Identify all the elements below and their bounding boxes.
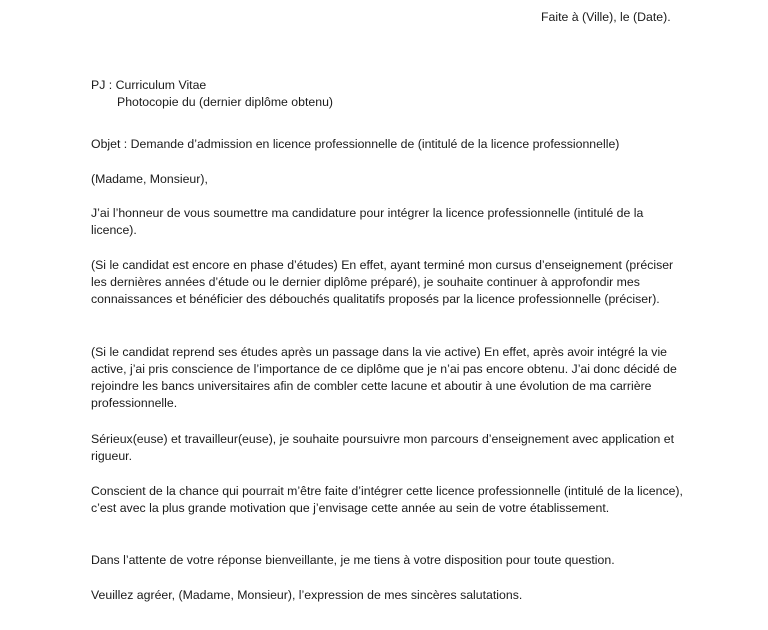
paragraph-salutations: Veuillez agréer, (Madame, Monsieur), l’expression de mes sincères salutations.	[91, 588, 523, 602]
dateline: Faite à (Ville), le (Date).	[541, 10, 671, 24]
subject-line: Objet : Demande d’admission en licence professionnelle de (intitulé de la licence professionnelle)	[91, 137, 620, 151]
paragraph-motivation: Conscient de la chance qui pourrait m’être faite d’intégrer cette licence professionnelle (intitulé de la licence), c’est avec la plus grande motivation que j’envisage cette année au sein de votre établissement.	[91, 484, 683, 515]
paragraph-closing: Dans l’attente de votre réponse bienveillante, je me tiens à votre disposition pour toute question.	[91, 553, 615, 567]
attachment-cv: PJ : Curriculum Vitae	[91, 78, 207, 92]
greeting: (Madame, Monsieur),	[91, 172, 208, 186]
paragraph-working-case: (Si le candidat reprend ses études après un passage dans la vie active) En effet, après avoir intégré la vie active, j’ai pris conscience de l’importance de ce diplôme que je n’ai pas encore obtenu. J’ai donc décidé de rejoindre les bancs universitaires afin de combler cette lacune et aboutir à une évolution de ma carrière professionnelle.	[91, 345, 677, 410]
attachments-block	[91, 77, 691, 111]
attachment-diploma: Photocopie du (dernier diplôme obtenu)	[117, 95, 334, 109]
paragraph-student-case: (Si le candidat est encore en phase d’études) En effet, ayant terminé mon cursus d’enseignement (préciser les dernières années d’étude ou le dernier diplôme préparé), je souhaite continuer à approfondir mes connaissances et bénéficier des débouchés qualitatifs proposés par la licence professionnelle (préciser).	[91, 258, 674, 306]
paragraph-qualities: Sérieux(euse) et travailleur(euse), je souhaite poursuivre mon parcours d’enseignement avec application et rigueur.	[91, 432, 675, 463]
paragraph-application: J’ai l’honneur de vous soumettre ma candidature pour intégrer la licence professionnelle (intitulé de la licence).	[91, 206, 644, 237]
